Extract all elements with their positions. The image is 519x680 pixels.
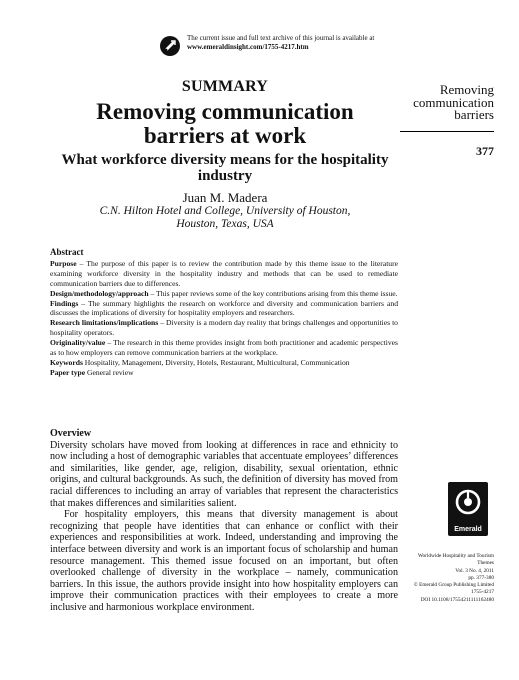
abstract-limitations — [50, 318, 398, 338]
abstract-originality — [50, 338, 398, 358]
page-number: 377 — [476, 144, 494, 158]
abstract-label: Design/methodology/approach — [50, 288, 149, 298]
abstract-text: – The research in this theme provides insight from both practitioner and academic perspectives as to how employers can remove communication barriers at the workplace. — [50, 338, 398, 358]
publisher-logo — [448, 482, 488, 536]
running-head-line: Removing — [439, 82, 494, 97]
abstract-text: Hospitality, Management, Diversity, Hotels, Restaurant, Multicultural, Communication — [82, 357, 350, 367]
abstract-label: Research limitations/implications — [50, 318, 159, 328]
citation-doi: DOI 10.1108/17554211111162480 — [420, 596, 494, 603]
citation-issn: 1755-4217 — [471, 589, 494, 596]
abstract-findings — [50, 299, 398, 319]
abstract-label: Keywords — [50, 357, 83, 367]
overview-paragraph: Diversity scholars have moved from looking at differences in race and ethnicity to now including a host of demographic variables that accentuate employees’ differences and similarities, like gender, age, religion, disability, sexual orientation, ethnic origins, and cultural backgrounds. As such, the definition of diversity has moved from racial differences to including an array of variables that represent the characteristics that makes differences and similarities salient. — [50, 439, 398, 509]
author-name: Juan M. Madera — [182, 190, 268, 205]
abstract-purpose — [50, 259, 398, 289]
running-head-line: barriers — [454, 107, 494, 122]
citation-pages: pp. 377-380 — [468, 574, 494, 581]
archive-notice — [160, 34, 410, 52]
abstract-heading: Abstract — [50, 247, 84, 257]
running-head-line: communication — [413, 94, 494, 110]
affiliation-line: Houston, Texas, USA — [176, 218, 274, 230]
affiliation-line: C.N. Hilton Hotel and College, University of Houston, — [99, 205, 351, 217]
abstract-text: – The summary highlights the research on workforce and diversity and communication barriers and discusses the implications of diversity for hospitality employers and researchers. — [50, 298, 398, 318]
citation-volume: Vol. 3 No. 4, 2011 — [455, 567, 494, 574]
abstract-text: – The purpose of this paper is to review the contribution made by this theme issue to the literature examining workforce diversity in the hospitality industry and methods that can be used to remediate communication barriers due to differences. — [50, 258, 398, 288]
citation-journal: Themes — [477, 560, 494, 567]
abstract-keywords — [50, 358, 398, 368]
article-subtitle: What workforce diversity means for the hospitality industry — [61, 152, 389, 184]
author-affiliation — [60, 205, 390, 231]
abstract-label: Findings — [50, 298, 79, 308]
citation-publisher: © Emerald Group Publishing Limited — [413, 582, 494, 589]
abstract-text: – Diversity is a modern day reality that brings challenges and opportunities to hospitality operators. — [50, 318, 398, 338]
notice-line: The current issue and full text archive of this journal is available at — [187, 34, 375, 42]
abstract-label: Originality/value — [50, 338, 106, 348]
overview-paragraph: For hospitality employers, this means that diversity management is about recognizing that people have identities that can enhance or conflict with their experiences and responsibilities at work. Indeed, understanding and improving the interface between diversity and work is an important focus of scholarship and human resource management. This themed issue focused on an important, but often overlooked challenge of diversity in the workplace – namely, communication barriers. In this issue, the authors provide insight into how hospitality employers can improve their communication practices with their employees to create a more inclusive and harmonious workplace environment. — [50, 509, 398, 613]
abstract-design — [50, 289, 398, 299]
abstract-paper-type — [50, 368, 398, 378]
abstract-label: Paper type — [50, 367, 86, 377]
overview-section — [50, 428, 398, 614]
article-title: Removing communication barriers at work — [96, 99, 354, 148]
logo-wordmark: Emerald — [454, 526, 482, 533]
overview-heading: Overview — [50, 428, 92, 439]
emerald-logo-icon — [454, 488, 482, 518]
running-head — [400, 84, 494, 122]
abstract — [50, 248, 398, 378]
notice-url-link[interactable]: www.emeraldinsight.com/1755-4217.htm — [187, 43, 309, 51]
archive-link-icon — [160, 36, 180, 56]
abstract-label: Purpose — [50, 258, 77, 268]
citation-journal: Worldwide Hospitality and Tourism — [417, 553, 494, 559]
journal-citation — [402, 553, 494, 604]
abstract-text: General review — [85, 367, 134, 377]
article-kicker: SUMMARY — [181, 78, 269, 95]
abstract-text: – This paper reviews some of the key contributions arising from this theme issue. — [148, 288, 398, 298]
running-head-rule — [400, 131, 494, 132]
